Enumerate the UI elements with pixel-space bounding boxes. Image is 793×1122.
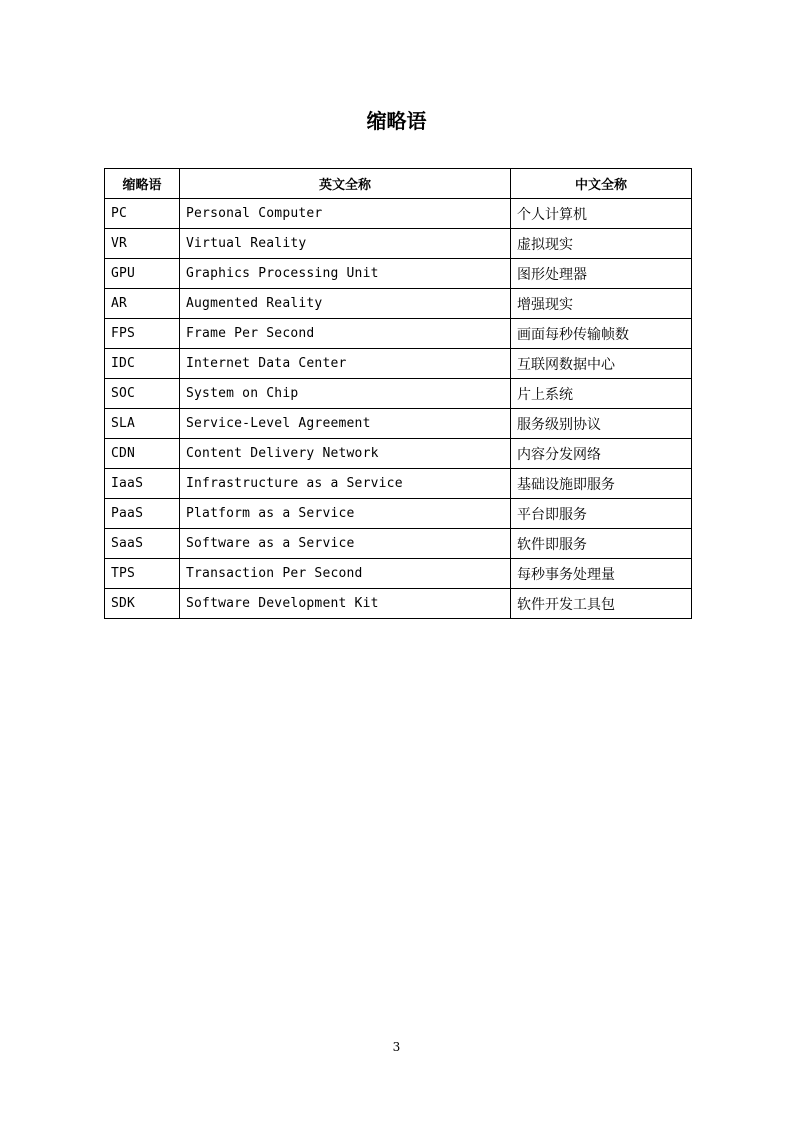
abbreviation-table bbox=[104, 168, 692, 619]
cell-english-name: Frame Per Second bbox=[180, 319, 511, 349]
cell-english-name: Service-Level Agreement bbox=[180, 409, 511, 439]
cell-english-name: Platform as a Service bbox=[180, 499, 511, 529]
cell-abbreviation: PaaS bbox=[105, 499, 180, 529]
cell-english-name: Transaction Per Second bbox=[180, 559, 511, 589]
cell-abbreviation: SLA bbox=[105, 409, 180, 439]
table-row bbox=[105, 439, 692, 469]
table-row bbox=[105, 409, 692, 439]
cell-chinese-name: 服务级别协议 bbox=[511, 409, 692, 439]
cell-abbreviation: SDK bbox=[105, 589, 180, 619]
cell-abbreviation: VR bbox=[105, 229, 180, 259]
cell-english-name: Augmented Reality bbox=[180, 289, 511, 319]
cell-abbreviation: FPS bbox=[105, 319, 180, 349]
header-abbreviation: 缩略语 bbox=[105, 169, 180, 199]
table-row bbox=[105, 529, 692, 559]
cell-chinese-name: 软件开发工具包 bbox=[511, 589, 692, 619]
table-row bbox=[105, 559, 692, 589]
table-row bbox=[105, 229, 692, 259]
table-row bbox=[105, 199, 692, 229]
table-row bbox=[105, 259, 692, 289]
cell-chinese-name: 片上系统 bbox=[511, 379, 692, 409]
table-row bbox=[105, 319, 692, 349]
cell-chinese-name: 基础设施即服务 bbox=[511, 469, 692, 499]
page-number: 3 bbox=[392, 1040, 401, 1054]
table-body bbox=[105, 199, 692, 619]
table-row bbox=[105, 589, 692, 619]
cell-chinese-name: 内容分发网络 bbox=[511, 439, 692, 469]
cell-chinese-name: 个人计算机 bbox=[511, 199, 692, 229]
table-row bbox=[105, 349, 692, 379]
cell-abbreviation: PC bbox=[105, 199, 180, 229]
header-chinese-name: 中文全称 bbox=[511, 169, 692, 199]
cell-abbreviation: SOC bbox=[105, 379, 180, 409]
table-row bbox=[105, 469, 692, 499]
cell-abbreviation: AR bbox=[105, 289, 180, 319]
cell-english-name: Content Delivery Network bbox=[180, 439, 511, 469]
cell-chinese-name: 每秒事务处理量 bbox=[511, 559, 692, 589]
cell-english-name: Software Development Kit bbox=[180, 589, 511, 619]
cell-chinese-name: 平台即服务 bbox=[511, 499, 692, 529]
header-english-name: 英文全称 bbox=[180, 169, 511, 199]
cell-english-name: Graphics Processing Unit bbox=[180, 259, 511, 289]
cell-chinese-name: 增强现实 bbox=[511, 289, 692, 319]
cell-chinese-name: 软件即服务 bbox=[511, 529, 692, 559]
cell-abbreviation: IDC bbox=[105, 349, 180, 379]
cell-english-name: Internet Data Center bbox=[180, 349, 511, 379]
cell-chinese-name: 互联网数据中心 bbox=[511, 349, 692, 379]
table-row bbox=[105, 289, 692, 319]
cell-abbreviation: SaaS bbox=[105, 529, 180, 559]
cell-english-name: System on Chip bbox=[180, 379, 511, 409]
cell-english-name: Personal Computer bbox=[180, 199, 511, 229]
cell-english-name: Software as a Service bbox=[180, 529, 511, 559]
table-row bbox=[105, 379, 692, 409]
cell-abbreviation: GPU bbox=[105, 259, 180, 289]
table-header-row bbox=[105, 169, 692, 199]
cell-chinese-name: 画面每秒传输帧数 bbox=[511, 319, 692, 349]
cell-english-name: Virtual Reality bbox=[180, 229, 511, 259]
cell-english-name: Infrastructure as a Service bbox=[180, 469, 511, 499]
table-row bbox=[105, 499, 692, 529]
cell-chinese-name: 图形处理器 bbox=[511, 259, 692, 289]
cell-chinese-name: 虚拟现实 bbox=[511, 229, 692, 259]
cell-abbreviation: CDN bbox=[105, 439, 180, 469]
cell-abbreviation: TPS bbox=[105, 559, 180, 589]
cell-abbreviation: IaaS bbox=[105, 469, 180, 499]
page-title: 缩略语 bbox=[366, 109, 427, 133]
